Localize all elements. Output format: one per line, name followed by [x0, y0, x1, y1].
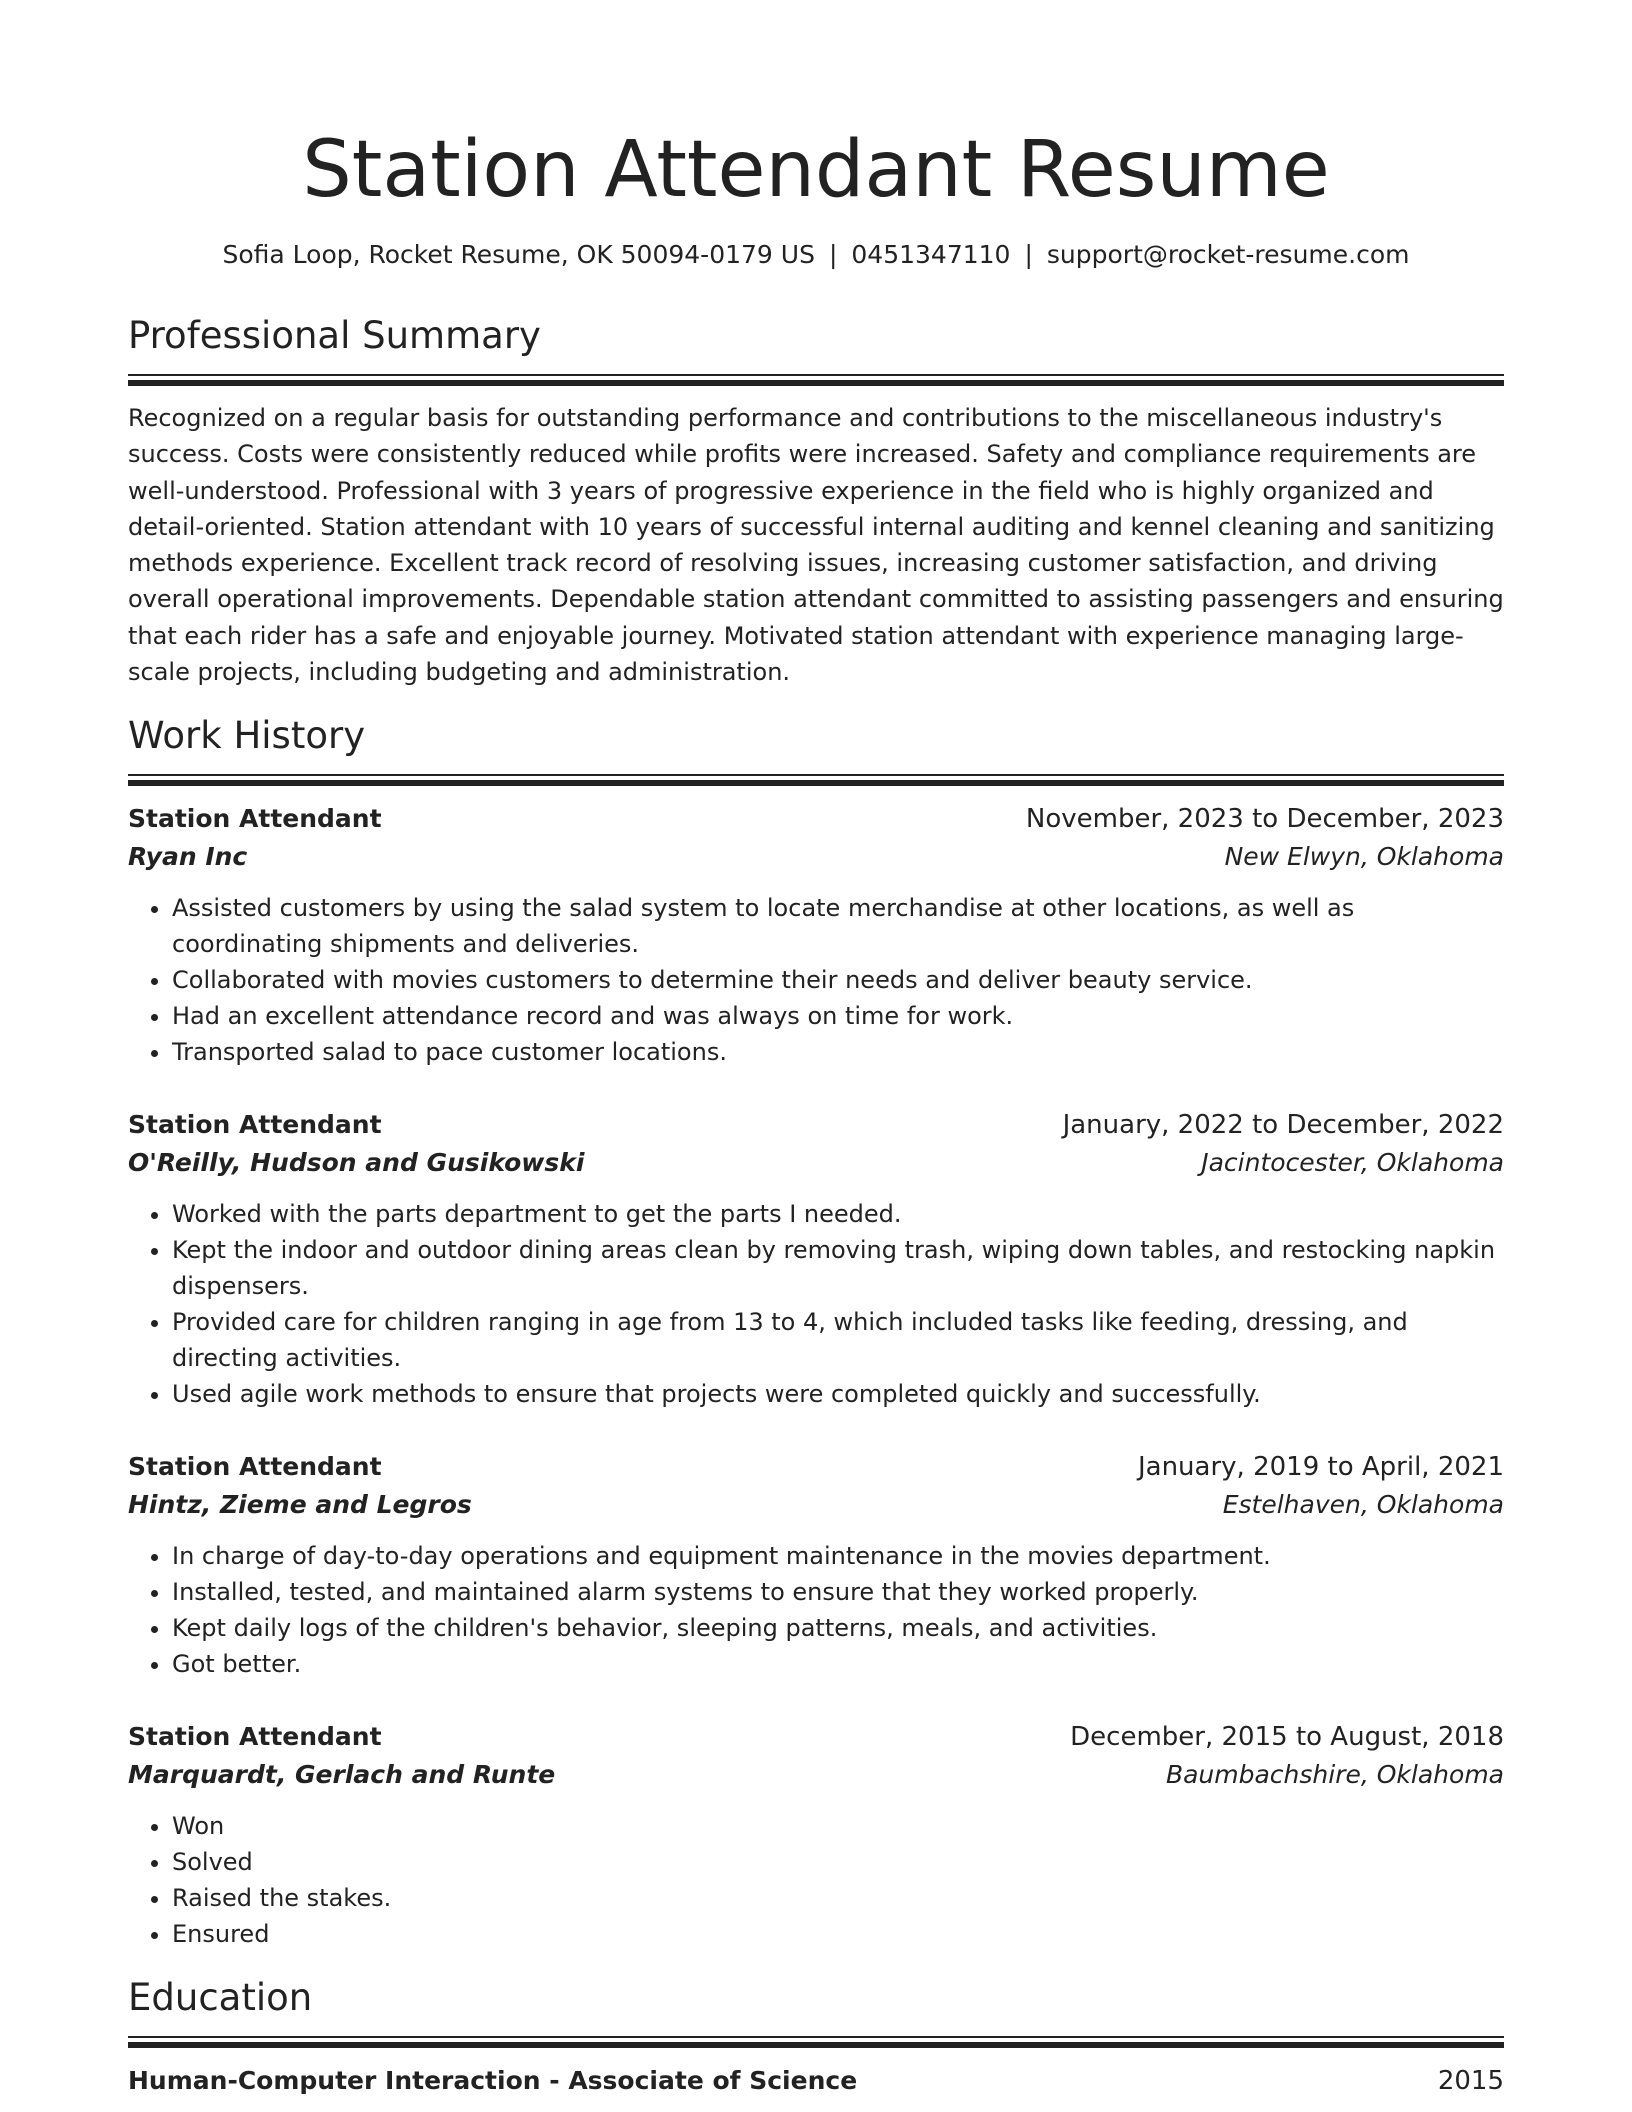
list-item: • Worked with the parts department to get the parts I needed.: [172, 1196, 1504, 1232]
section-divider: [128, 374, 1504, 386]
job-title: Station Attendant: [128, 1110, 382, 1140]
contact-email: support@rocket-resume.com: [1046, 240, 1410, 269]
list-item: • Won: [172, 1808, 1504, 1844]
job-company: O'Reilly, Hudson and Gusikowski: [128, 1148, 585, 1178]
job-title: Station Attendant: [128, 804, 382, 834]
job-location: Estelhaven, Oklahoma: [1222, 1490, 1504, 1520]
contact-separator: |: [828, 240, 838, 269]
job-dates: January, 2022 to December, 2022: [1062, 1110, 1504, 1141]
job-entry: [128, 1718, 1504, 1952]
contact-separator: |: [1024, 240, 1033, 269]
job-dates: November, 2023 to December, 2023: [1025, 804, 1504, 835]
job-entry: [128, 1448, 1504, 1682]
list-item: • Ensured: [172, 1916, 1504, 1952]
list-item: • Provided care for children ranging in age from 13 to 4, which included tasks like feeding, dressing, and directing activities.: [172, 1304, 1504, 1376]
list-item: • Got better.: [172, 1646, 1504, 1682]
list-item: • Used agile work methods to ensure that projects were completed quickly and successfully.: [172, 1376, 1504, 1412]
summary-section-header: [128, 312, 1504, 386]
list-item: • In charge of day-to-day operations and equipment maintenance in the movies department.: [172, 1538, 1504, 1574]
work-heading: Work History: [128, 714, 366, 758]
list-item: • Kept the indoor and outdoor dining areas clean by removing trash, wiping down tables, and restocking napkin dispensers.: [172, 1232, 1504, 1304]
list-item: • Had an excellent attendance record and was always on time for work.: [172, 998, 1504, 1034]
job-company: Hintz, Zieme and Legros: [128, 1490, 472, 1520]
job-entry: [128, 800, 1504, 1070]
education-entry: [128, 2062, 1504, 2100]
job-company: Ryan Inc: [128, 842, 248, 872]
contact-line: [128, 238, 1504, 272]
contact-phone: 0451347110: [851, 240, 1011, 269]
job-dates: January, 2019 to April, 2021: [1137, 1452, 1504, 1483]
job-title: Station Attendant: [128, 1722, 382, 1752]
list-item: • Solved: [172, 1844, 1504, 1880]
education-year: 2015: [1437, 2066, 1504, 2097]
summary-heading: Professional Summary: [128, 314, 541, 357]
job-location: New Elwyn, Oklahoma: [1224, 842, 1504, 872]
list-item: • Assisted customers by using the salad system to locate merchandise at other locations, as well as coordinating shipments and deliveries.: [172, 890, 1504, 962]
job-location: Baumbachshire, Oklahoma: [1165, 1760, 1504, 1790]
job-bullets: [128, 890, 1504, 1070]
job-bullets: [128, 1196, 1504, 1412]
list-item: • Raised the stakes.: [172, 1880, 1504, 1916]
section-divider: [128, 2036, 1504, 2048]
list-item: • Kept daily logs of the children's behavior, sleeping patterns, meals, and activities.: [172, 1610, 1504, 1646]
education-heading: Education: [128, 1976, 313, 2020]
job-company: Marquardt, Gerlach and Runte: [128, 1760, 556, 1790]
job-location: Jacintocester, Oklahoma: [1201, 1148, 1504, 1178]
education-section-header: [128, 1974, 1504, 2048]
page-title: Station Attendant Resume: [302, 125, 1330, 215]
job-dates: December, 2015 to August, 2018: [1070, 1722, 1504, 1753]
job-bullets: [128, 1538, 1504, 1682]
section-divider: [128, 774, 1504, 786]
contact-address: Sofia Loop, Rocket Resume, OK 50094-0179 US: [222, 240, 815, 269]
job-bullets: [128, 1808, 1504, 1952]
job-entry: [128, 1106, 1504, 1412]
list-item: • Transported salad to pace customer locations.: [172, 1034, 1504, 1070]
work-section-header: [128, 712, 1504, 786]
job-title: Station Attendant: [128, 1452, 382, 1482]
education-degree: Human-Computer Interaction - Associate of Science: [128, 2066, 858, 2096]
resume-page: [128, 120, 1504, 2100]
list-item: • Collaborated with movies customers to determine their needs and deliver beauty service.: [172, 962, 1504, 998]
summary-text: Recognized on a regular basis for outstanding performance and contributions to the miscellaneous industry's success. Costs were consistently reduced while profits were increased. Safety and compliance requirements are well-understood. Professional with 3 years of progressive experience in the field who is highly organized and detail-oriented. Station attendant with 10 years of successful internal auditing and kennel cleaning and sanitizing methods experience. Excellent track record of resolving issues, increasing customer satisfaction, and driving overall operational improvements. Dependable station attendant committed to assisting passengers and ensuring that each rider has a safe and enjoyable journey. Motivated station attendant with experience managing large-scale projects, including budgeting and administration.: [128, 404, 1504, 687]
list-item: • Installed, tested, and maintained alarm systems to ensure that they worked properly.: [172, 1574, 1504, 1610]
